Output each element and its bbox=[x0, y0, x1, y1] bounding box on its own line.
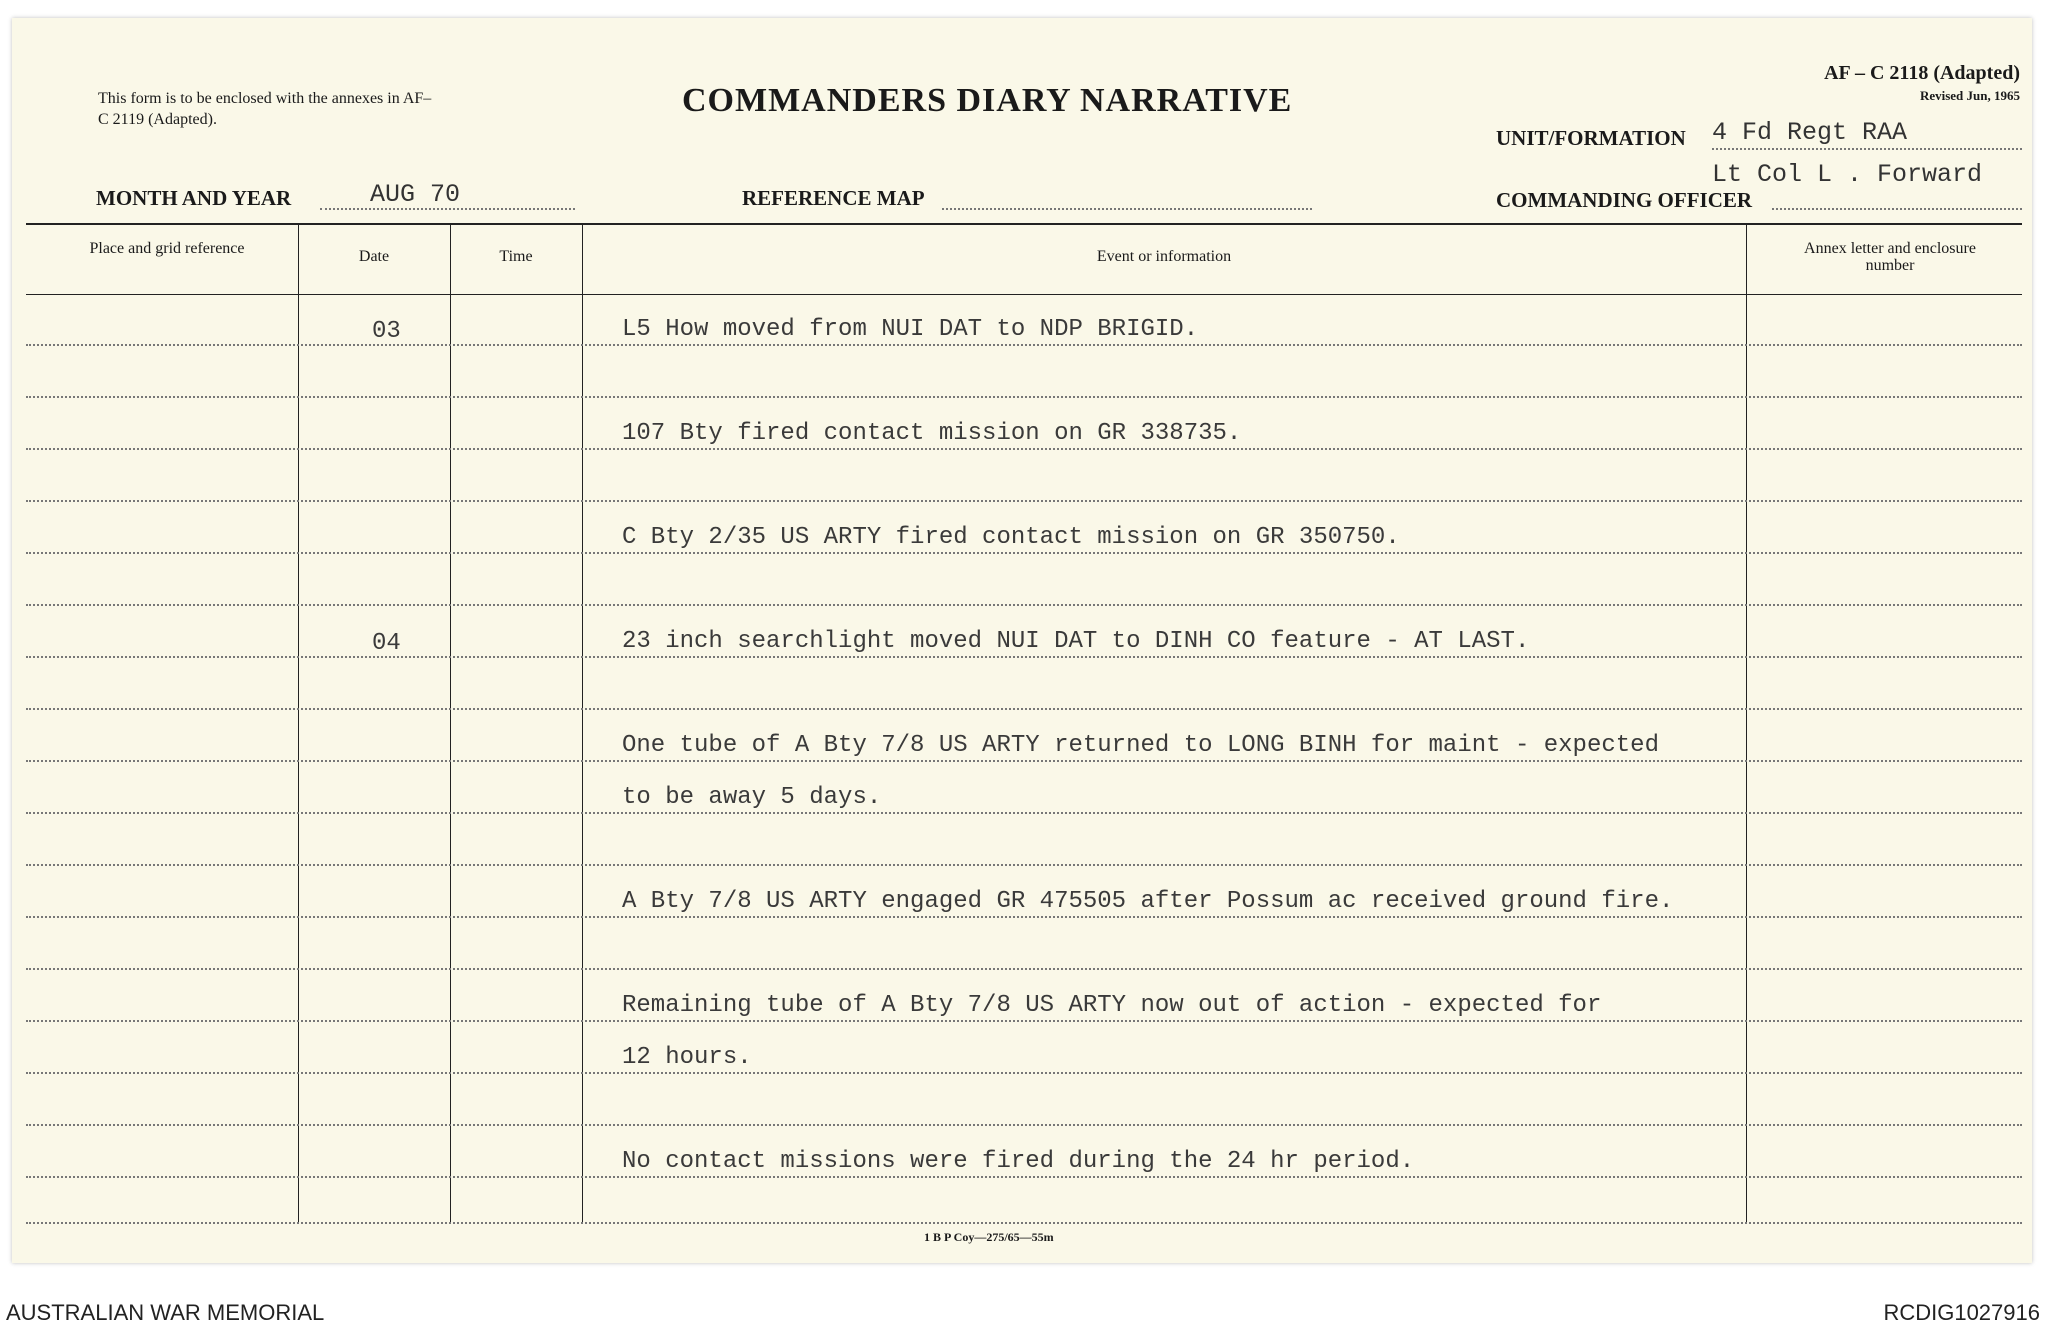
enclosure-note: This form is to be enclosed with the annexes in AF–C 2119 (Adapted). bbox=[98, 90, 432, 128]
row-line bbox=[26, 812, 2022, 814]
header-date: Date bbox=[358, 248, 390, 265]
row-line bbox=[26, 968, 2022, 970]
printer-code: 1 B P Coy—275/65—55m bbox=[924, 1230, 1054, 1244]
commanding-officer-value: Lt Col L . Forward bbox=[1712, 160, 1983, 189]
row-line bbox=[26, 1222, 2022, 1224]
entry-text: C Bty 2/35 US ARTY fired contact mission on GR 350750. bbox=[622, 524, 1400, 551]
co-dotted-line bbox=[1772, 208, 2022, 210]
row-line bbox=[26, 760, 2022, 762]
entry-text: No contact missions were fired during the 24 hr period. bbox=[622, 1148, 1415, 1175]
row-line bbox=[26, 396, 2022, 398]
row-line bbox=[26, 1124, 2022, 1126]
entry-text: A Bty 7/8 US ARTY engaged GR 475505 after Possum ac received ground fire. bbox=[622, 888, 1674, 915]
header-event: Event or information bbox=[1096, 248, 1232, 265]
row-line bbox=[26, 1072, 2022, 1074]
header-place-grid: Place and grid reference bbox=[89, 240, 245, 257]
header-time: Time bbox=[499, 248, 533, 265]
row-line bbox=[26, 604, 2022, 606]
form-title: COMMANDERS DIARY NARRATIVE bbox=[682, 82, 1293, 119]
entry-text: One tube of A Bty 7/8 US ARTY returned to LONG BINH for maint - expected bbox=[622, 732, 1659, 759]
credit-left: AUSTRALIAN WAR MEMORIAL bbox=[6, 1300, 325, 1325]
row-line bbox=[26, 344, 2022, 346]
revised-date: Revised Jun, 1965 bbox=[1919, 88, 2020, 103]
entry-text: 23 inch searchlight moved NUI DAT to DINH CO feature - AT LAST. bbox=[622, 628, 1530, 655]
header-annex: Annex letter and enclosure number bbox=[1804, 240, 1976, 274]
row-line bbox=[26, 1020, 2022, 1022]
entry-date: 04 bbox=[372, 630, 401, 657]
table-top-rule bbox=[26, 223, 2022, 225]
table-header-rule bbox=[26, 294, 2022, 295]
refmap-dotted-line bbox=[942, 208, 1312, 210]
row-line bbox=[26, 448, 2022, 450]
row-line bbox=[26, 1176, 2022, 1178]
form-number: AF – C 2118 (Adapted) bbox=[1824, 62, 2020, 84]
entry-text: 12 hours. bbox=[622, 1044, 752, 1071]
row-line bbox=[26, 864, 2022, 866]
row-line bbox=[26, 656, 2022, 658]
commanding-officer-label: COMMANDING OFFICER bbox=[1496, 188, 1753, 212]
diary-form-sheet bbox=[12, 18, 2032, 1263]
entry-text: to be away 5 days. bbox=[622, 784, 882, 811]
unit-formation-value: 4 Fd Regt RAA bbox=[1712, 118, 1908, 147]
row-line bbox=[26, 552, 2022, 554]
month-dotted-line bbox=[320, 208, 575, 210]
row-line bbox=[26, 916, 2022, 918]
entry-text: Remaining tube of A Bty 7/8 US ARTY now out of action - expected for bbox=[622, 992, 1602, 1019]
unit-dotted-line bbox=[1712, 148, 2022, 150]
entry-date: 03 bbox=[372, 318, 401, 345]
entry-text: 107 Bty fired contact mission on GR 338735. bbox=[622, 420, 1242, 447]
credit-right: RCDIG1027916 bbox=[1883, 1300, 2040, 1325]
unit-formation-label: UNIT/FORMATION bbox=[1496, 126, 1686, 150]
row-line bbox=[26, 708, 2022, 710]
entry-text: L5 How moved from NUI DAT to NDP BRIGID. bbox=[622, 316, 1199, 343]
month-year-label: MONTH AND YEAR bbox=[96, 186, 292, 210]
reference-map-label: REFERENCE MAP bbox=[742, 186, 925, 210]
month-year-value: AUG 70 bbox=[370, 180, 461, 209]
row-line bbox=[26, 500, 2022, 502]
